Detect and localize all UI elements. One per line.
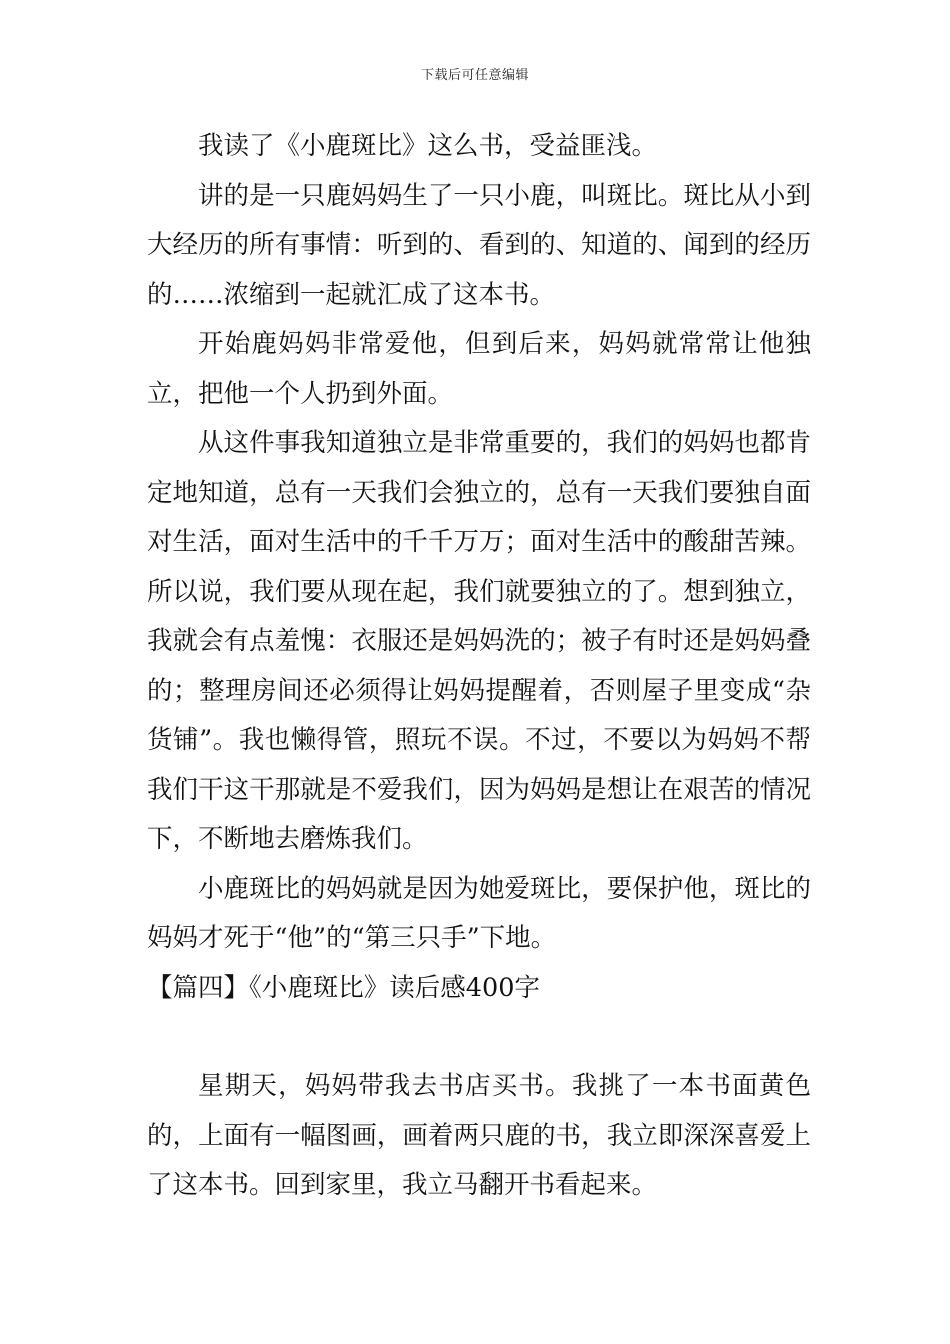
page-header: 下载后可任意编辑	[420, 68, 529, 83]
paragraph: 星期天，妈妈带我去书店买书。我挑了一本书面黄色的，上面有一幅图画，画着两只鹿的书，我立即深深喜爱上了这本书。回到家里，我立马翻开书看起来。	[147, 1071, 811, 1200]
paragraph: 我读了《小鹿斑比》这么书，受益匪浅。	[198, 131, 658, 161]
document-body	[147, 122, 811, 1211]
paragraph: 小鹿斑比的妈妈就是因为她爱斑比，要保护他，斑比的妈妈才死于“他”的“第三只手”下地。	[147, 873, 811, 953]
paragraph: 开始鹿妈妈非常爱他，但到后来，妈妈就常常让他独立，把他一个人扔到外面。	[147, 329, 811, 409]
paragraph: 讲的是一只鹿妈妈生了一只小鹿，叫斑比。斑比从小到大经历的所有事情：听到的、看到的、知道的、闻到的经历的……浓缩到一起就汇成了这本书。	[147, 180, 811, 310]
paragraph: 从这件事我知道独立是非常重要的，我们的妈妈也都肯定地知道，总有一天我们会独立的，总有一天我们要独自面对生活，面对生活中的千千万万；面对生活中的酸甜苦辣。所以说，我们要从现在起，我们就要独立的了。想到独立，我就会有点羞愧：衣服还是妈妈洗的；被子有时还是妈妈叠的；整理房间还必须得让妈妈提醒着，否则屋子里变成“杂货铺”。我也懒得管，照玩不误。不过，不要以为妈妈不帮我们干这干那就是不爱我们，因为妈妈是想让在艰苦的情况下，不断地去磨炼我们。	[147, 428, 811, 854]
section-heading: 【篇四】《小鹿斑比》读后感400字	[147, 972, 540, 1003]
